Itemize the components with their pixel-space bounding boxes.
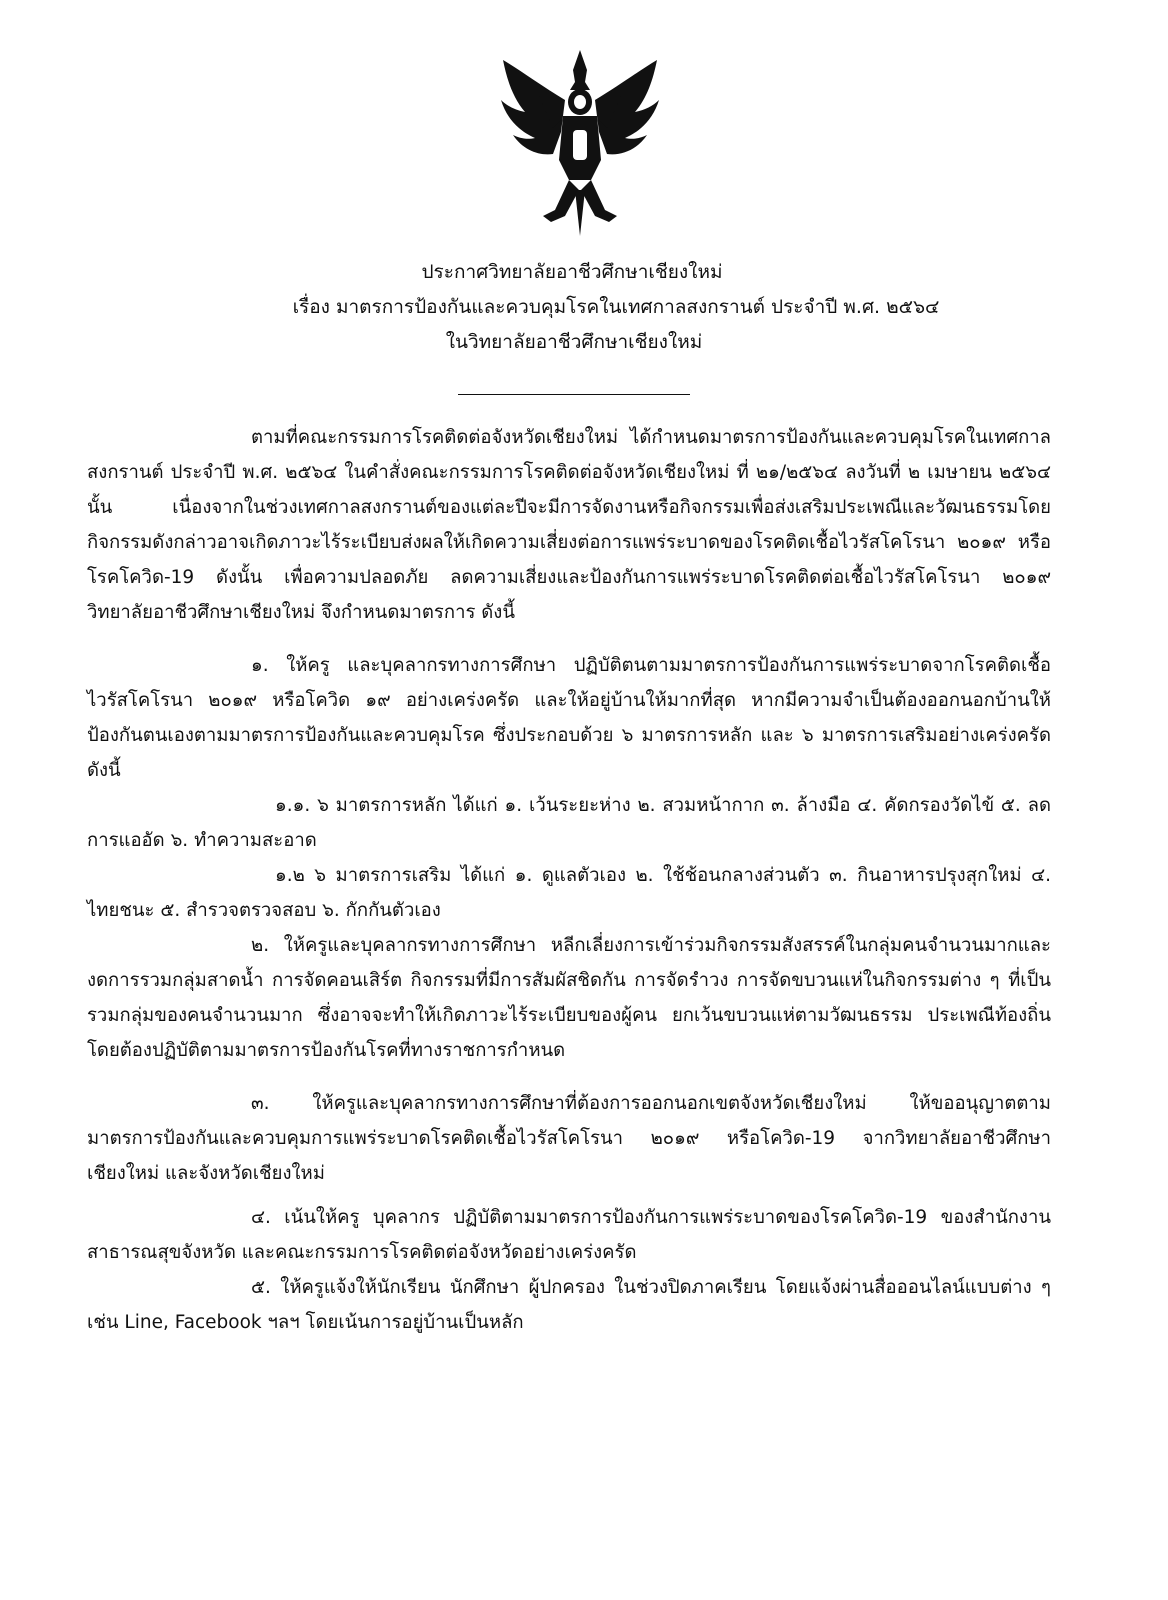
title-divider: [458, 394, 690, 395]
measure-item-2: ๒. ให้ครูและบุคลากรทางการศึกษา หลีกเลี่ยงการเข้าร่วมกิจกรรมสังสรรค์ในกลุ่มคนจำนวนมากและงดการรวมกลุ่มสาดน้ำ การจัดคอนเสิร์ต กิจกรรมที่มีการสัมผัสชิดกัน การจัดรำวง การจัดขบวนแห่ในกิจกรรมต่าง ๆ ที่เป็นรวมกลุ่มของคนจำนวนมาก ซึ่งอาจจะทำให้เกิดภาวะไร้ระเบียบของผู้คน ยกเว้นขบวนแห่ตามวัฒนธรรม ประเพณีท้องถิ่น โดยต้องปฏิบัติตามมาตรการป้องกันโรคที่ทางราชการกำหนด: [87, 935, 1051, 1061]
announcement-title: [0, 255, 1168, 360]
intro-paragraph: ตามที่คณะกรรมการโรคติดต่อจังหวัดเชียงใหม่ ได้กำหนดมาตรการป้องกันและควบคุมโรคในเทศกาลสงกรานต์ ประจำปี พ.ศ. ๒๕๖๔ ในคำสั่งคณะกรรมการโรคติดต่อจังหวัดเชียงใหม่ ที่ ๒๑/๒๕๖๔ ลงวันที่ ๒ เมษายน ๒๕๖๔ นั้น เนื่องจากในช่วงเทศกาลสงกรานต์ของแต่ละปีจะมีการจัดงานหรือกิจกรรมเพื่อส่งเสริมประเพณีและวัฒนธรรมโดยกิจกรรมดังกล่าวอาจเกิดภาวะไร้ระเบียบส่งผลให้เกิดความเสี่ยงต่อการแพร่ระบาดของโรคติดเชื้อไวรัสโคโรนา ๒๐๑๙ หรือโรคโควิด-19 ดังนั้น เพื่อความปลอดภัย ลดความเสี่ยงและป้องกันการแพร่ระบาดโรคติดต่อเชื้อไวรัสโคโรนา ๒๐๑๙ วิทยาลัยอาชีวศึกษาเชียงใหม่ จึงกำหนดมาตรการ ดังนี้: [87, 427, 1051, 623]
garuda-emblem-icon: [495, 40, 665, 240]
title-line-3: ในวิทยาลัยอาชีวศึกษาเชียงใหม่: [445, 331, 703, 353]
measure-item-1-1: ๑.๑. ๖ มาตรการหลัก ได้แก่ ๑. เว้นระยะห่าง ๒. สวมหน้ากาก ๓. ล้างมือ ๔. คัดกรองวัดไข้ ๕. ลดการแออัด ๖. ทำความสะอาด: [87, 795, 1051, 851]
measure-item-4: ๔. เน้นให้ครู บุคลากร ปฏิบัติตามมาตรการป้องกันการแพร่ระบาดของโรคโควิด-19 ของสำนักงานสาธารณสุขจังหวัด และคณะกรรมการโรคติดต่อจังหวัดอย่างเคร่งครัด: [87, 1207, 1051, 1263]
measure-item-1-2: ๑.๒ ๖ มาตรการเสริม ได้แก่ ๑. ดูแลตัวเอง ๒. ใช้ช้อนกลางส่วนตัว ๓. กินอาหารปรุงสุกใหม่ ๔. ไทยชนะ ๕. สำรวจตรวจสอบ ๖. กักกันตัวเอง: [87, 865, 1051, 921]
measure-item-3: ๓. ให้ครูและบุคลากรทางการศึกษาที่ต้องการออกนอกเขตจังหวัดเชียงใหม่ ให้ขออนุญาตตามมาตรการป้องกันและควบคุมการแพร่ระบาดโรคติดเชื้อไวรัสโคโรนา ๒๐๑๙ หรือโควิด-19 จากวิทยาลัยอาชีวศึกษาเชียงใหม่ และจังหวัดเชียงใหม่: [87, 1093, 1051, 1184]
title-line-2: เรื่อง มาตรการป้องกันและควบคุมโรคในเทศกาลสงกรานต์ ประจำปี พ.ศ. ๒๕๖๔: [292, 296, 940, 318]
measure-item-1: ๑. ให้ครู และบุคลากรทางการศึกษา ปฏิบัติตนตามมาตรการป้องกันการแพร่ระบาดจากโรคติดเชื้อไวรัสโคโรนา ๒๐๑๙ หรือโควิด ๑๙ อย่างเคร่งครัด และให้อยู่บ้านให้มากที่สุด หากมีความจำเป็นต้องออกนอกบ้านให้ป้องกันตนเองตามมาตรการป้องกันและควบคุมโรค ซึ่งประกอบด้วย ๖ มาตรการหลัก และ ๖ มาตรการเสริมอย่างเคร่งครัด ดังนี้: [87, 655, 1051, 781]
title-line-1: ประกาศวิทยาลัยอาชีวศึกษาเชียงใหม่: [421, 261, 723, 283]
measure-item-5: ๕. ให้ครูแจ้งให้นักเรียน นักศึกษา ผู้ปกครอง ในช่วงปิดภาคเรียน โดยแจ้งผ่านสื่อออนไลน์แบบต่าง ๆ เช่น Line, Facebook ฯลฯ โดยเน้นการอยู่บ้านเป็นหลัก: [87, 1277, 1051, 1333]
announcement-body: [87, 420, 1051, 1340]
